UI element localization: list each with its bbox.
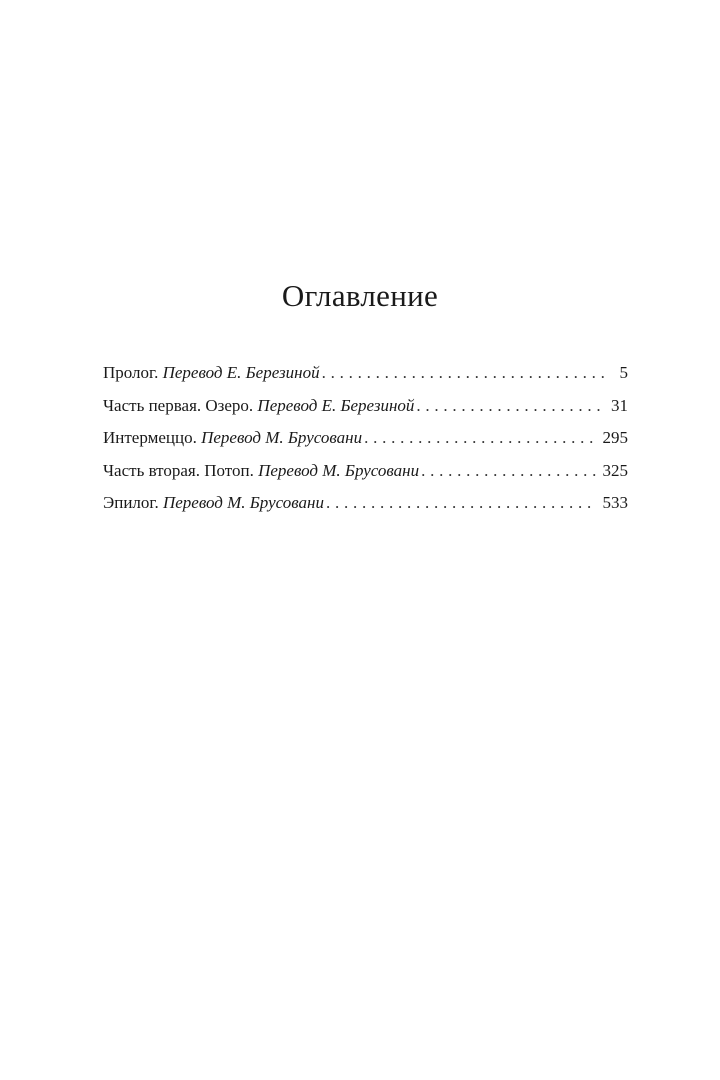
toc-translator: Перевод Е. Березиной	[257, 395, 415, 415]
page-title: Оглавление	[281, 278, 439, 313]
toc-entry-prologue	[103, 357, 628, 390]
toc-page-number: 325	[602, 460, 628, 480]
toc-translator: Перевод М. Брусовани	[258, 460, 420, 480]
toc-entry-intermezzo	[103, 422, 628, 455]
toc-section-name: Интермеццо.	[103, 428, 197, 447]
toc-translator: Перевод М. Брусовани	[201, 428, 363, 447]
toc-entry-title	[103, 455, 419, 488]
toc-page-number: 31	[611, 395, 628, 415]
toc-page-number: 5	[619, 363, 628, 382]
toc-entry-part-two	[103, 455, 628, 488]
toc-leader-dots	[322, 357, 606, 390]
toc-entry-title	[103, 487, 324, 520]
toc-translator: Перевод Е. Березиной	[162, 363, 320, 382]
toc-entry-title	[103, 357, 320, 390]
table-of-contents	[103, 357, 628, 520]
toc-entry-title	[103, 390, 414, 423]
toc-leader-dots	[326, 487, 597, 520]
toc-leader-dots	[416, 390, 605, 423]
toc-page-number: 533	[602, 493, 628, 512]
toc-entry-epilogue	[103, 487, 628, 520]
toc-leader-dots	[421, 455, 596, 488]
toc-section-name: Часть вторая. Потоп.	[103, 460, 254, 480]
toc-page-number: 295	[602, 428, 628, 447]
toc-leader-dots	[364, 422, 596, 455]
toc-section-name: Пролог.	[103, 363, 159, 382]
toc-entry-part-one	[103, 390, 628, 423]
toc-section-name: Часть первая. Озеро.	[103, 395, 254, 415]
toc-section-name: Эпилог.	[103, 493, 159, 512]
toc-entry-title	[103, 422, 362, 455]
toc-translator: Перевод М. Брусовани	[162, 493, 324, 512]
